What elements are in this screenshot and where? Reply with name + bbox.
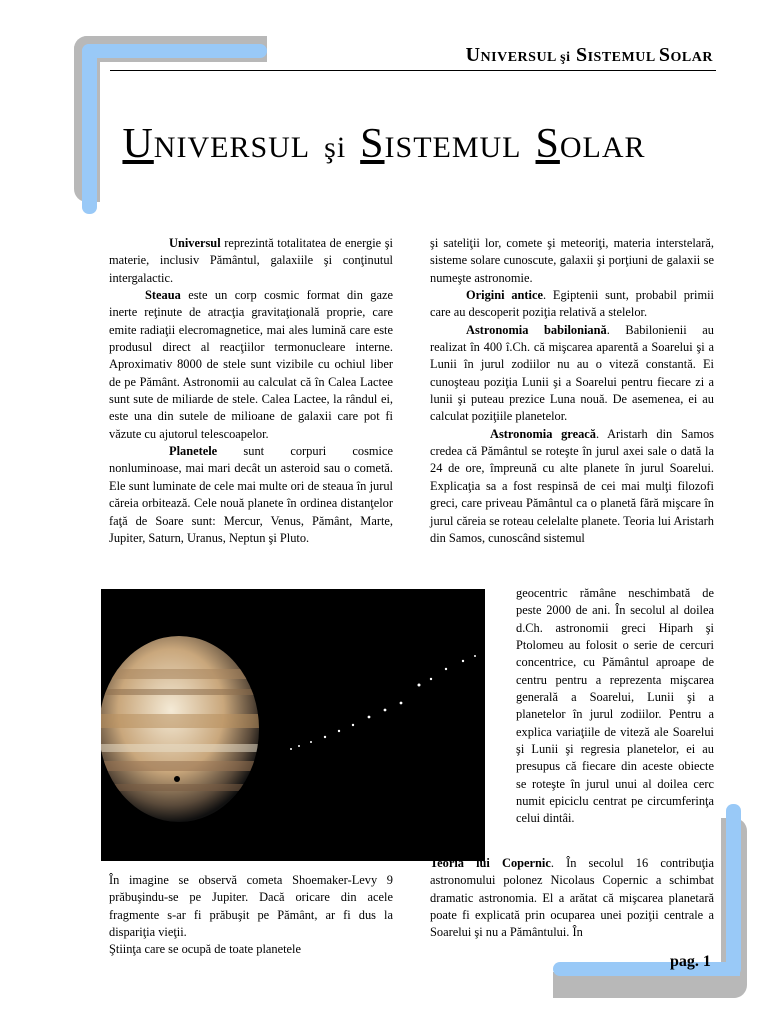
page-number: pag. 1 — [670, 953, 711, 970]
title-part: OLAR — [559, 131, 646, 164]
caption-continued-text: Ştiinţa care se ocupă de toate planetele — [109, 942, 301, 957]
paragraph-continued: şi sateliţii lor, comete şi meteoriţi, materia interstelară, sisteme solare cunoscute, galaxii şi porţiuni de galaxii se numeşte astronomie. — [430, 236, 714, 285]
right-bottom-column — [430, 855, 714, 942]
term-teoria-copernic: Teoria lui Copernic — [430, 856, 551, 870]
jupiter-comet-image — [101, 589, 485, 861]
header-part: U — [465, 44, 481, 66]
term-planetele: Planetele — [169, 444, 218, 459]
frame-bar-right-blue — [726, 804, 741, 976]
title-part: NIVERSUL — [153, 131, 311, 164]
term-universul: Universul — [169, 236, 221, 250]
left-column — [109, 235, 393, 547]
term-astronomia-greaca: Astronomia greacă — [490, 426, 596, 441]
term-steaua: Steaua — [145, 288, 181, 303]
frame-bar-bottom-blue — [553, 962, 740, 976]
right-narrow-column — [516, 585, 714, 828]
paragraph-text: este un corp cosmic format din gaze inerte reţinute de atracţia gravitaţională proprie, care emite radiaţii elecromagnetice, mai ales lumină care este produsul direct al reacţiilor termonucleare interne. Aproximativ 8000 de stele sunt vizibile cu ochiul liber de pe Pământ. Astronomii au calculat că în Calea Lactee sunt sute de miliarde de stele. Calea Lactee, la rândul ei, este una din sutele de milioane de galaxii care pot fi văzute cu ajutorul telescoapelor. — [109, 288, 393, 441]
term-origini-antice: Origini antice — [466, 288, 543, 303]
running-header — [466, 44, 713, 67]
header-rule — [110, 70, 716, 71]
jupiter-comet-photo-icon — [101, 589, 485, 861]
paragraph-text: reprezintă totalitatea de energie şi materie, inclusiv Pământul, galaxiile şi conţinutul intergalactic. — [109, 236, 393, 285]
term-astronomia-babiloniana: Astronomia babiloniană — [466, 322, 607, 337]
paragraph-astronomia-greaca — [430, 426, 714, 547]
title-part: ISTEMUL — [384, 131, 522, 164]
paragraph-origini-antice — [430, 287, 714, 322]
header-part: şi — [560, 50, 571, 65]
frame-bar-top-blue — [82, 44, 267, 58]
caption-text: În imagine se observă cometa Shoemaker-Levy 9 prăbuşindu-se pe Jupiter. Dacă oricare din acele fragmente s-ar fi prăbuşit pe Pământ, ar fi dus la dispariţia vieţii. — [109, 873, 393, 940]
paragraph-steaua — [109, 287, 393, 443]
image-caption — [109, 872, 393, 959]
title-part: S — [360, 121, 385, 167]
paragraph-astronomia-babiloniana — [430, 322, 714, 426]
title-part: U — [122, 121, 154, 167]
title-part: şi — [324, 131, 347, 164]
paragraph-text: . În secolul 16 contribuţia astronomului polonez Nicolaus Copernic a schimbat dramatic astronomia. El a arătat că mişcarea planetară poate fi explicată prin ocuparea unei poziţii centrale a Soarelui şi nu a Pământului. În — [430, 856, 714, 940]
paragraph-text: . Aristarh din Samos credea că Pământul se roteşte în jurul axei sale o dată la 24 de ore, împreună cu alte planete în jurul Soarelui. Explicaţia sa a fost respinsă de cei mai mulţi filozofi greci, care priveau Pământul ca o planetă fără mişcare în jurul căreia se roteau celelalte planete. Teoria lui Aristarh din Samos, cunoscând sistemul — [430, 426, 714, 545]
paragraph-geocentric: geocentric rămâne neschimbată de peste 2000 de ani. În secolul al doilea d.Ch. astronomii greci Hiparh şi Ptolomeu au folosit o serie de cercuri concentrice, cu Pământul aproape de centru pentru a reprezenta mişcarea generală a Soarelui, Lunii şi a planetelor în jurul zodiilor. Pentru a explica variaţiile de viteză ale Soarelui şi Lunii şi regresia planetelor, ei au presupus că fiecare din aceste obiecte se roteşte în jurul unui al doilea cerc numit epiciclu centrat pe circumferinţa celui dintâi. — [516, 586, 714, 826]
title-part: S — [535, 121, 560, 167]
right-column — [430, 235, 714, 547]
header-part: OLAR — [670, 50, 713, 65]
paragraph-text: . Babilonienii au realizat în 400 î.Ch. că mişcarea aparentă a Soarelui şi a Lunii în jurul zodiilor nu au o viteză constantă. Ei cunoşteau poziţia Lunii şi a Soarelui pentru fiecare zi a lunii şi puteau prezice Luna nouă. De asemenea, ei au calculat poziţiile planetelor. — [430, 322, 715, 424]
paragraph-text: sunt corpuri cosmice nonluminoase, mai mari decât un asteroid sau o cometă. Ele sunt luminate de cele mai multe ori de steaua în jurul căreia orbitează. Cele nouă planete în ordinea distanţelor faţă de Soare sunt: Mercur, Venus, Pământ, Marte, Jupiter, Saturn, Uranus, Neptun şi Pluto. — [109, 444, 393, 545]
paragraph-teoria-copernic — [430, 855, 714, 942]
paragraph-planetele — [109, 443, 393, 547]
header-part: ISTEMUL — [587, 50, 659, 65]
header-part: NIVERSUL — [480, 50, 561, 65]
header-part: S — [658, 44, 671, 66]
header-part: S — [570, 44, 588, 66]
page-title — [0, 120, 768, 168]
paragraph-universul — [109, 235, 393, 287]
paragraph-text: . Egiptenii sunt, probabil primii care au descoperit poziţia relativă a stelelor. — [430, 288, 714, 320]
